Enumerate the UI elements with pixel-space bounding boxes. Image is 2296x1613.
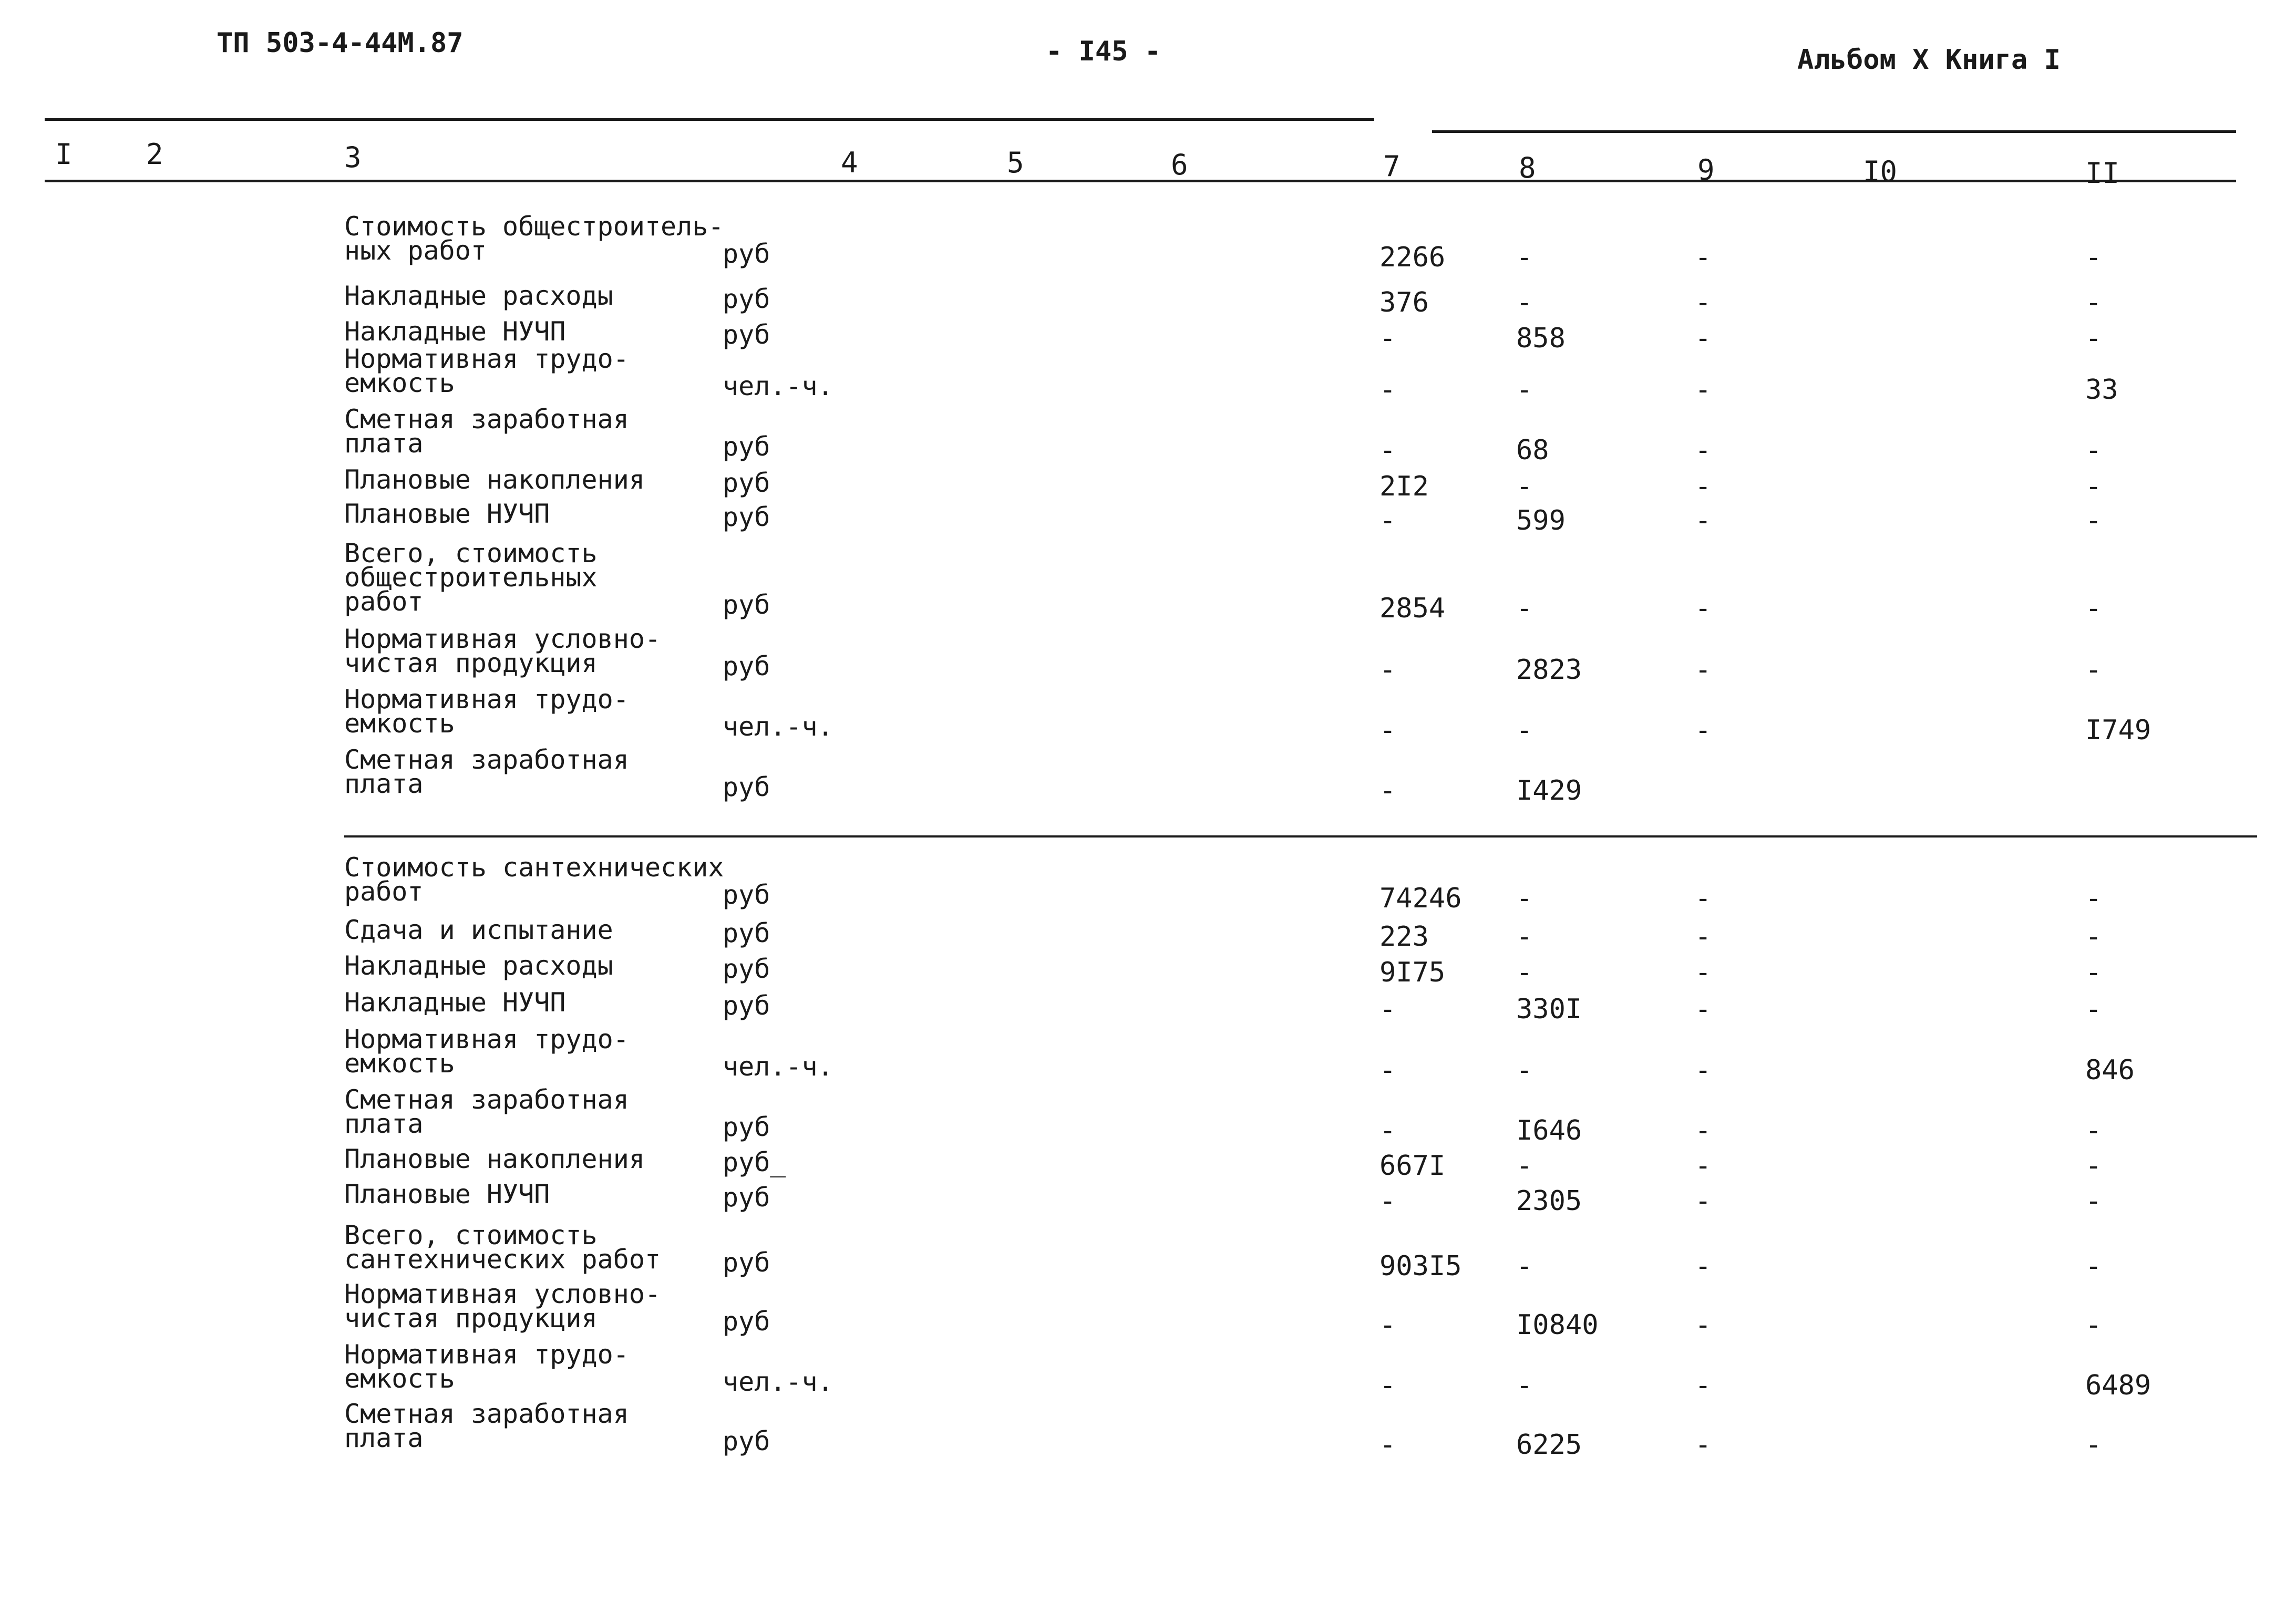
unit-cell: руб: [723, 284, 770, 314]
value-cell-c7: 74246: [1379, 883, 1462, 914]
value-cell-c7: -: [1379, 715, 1396, 746]
value-cell-c9: -: [1695, 994, 1712, 1025]
unit-cell: руб: [723, 1247, 770, 1278]
value-cell-c7: -: [1379, 775, 1396, 806]
unit-cell: руб: [723, 431, 770, 462]
column-number-10: I0: [1863, 155, 1898, 188]
value-cell-c9: -: [1695, 715, 1712, 746]
unit-cell: руб: [723, 590, 770, 620]
value-cell-c7: 903I5: [1379, 1250, 1462, 1282]
row-description: Сдача и испытание: [344, 915, 613, 945]
value-cell-c8: -: [1516, 921, 1533, 953]
unit-cell: чел.-ч.: [723, 371, 833, 401]
value-cell-c9: -: [1695, 1185, 1712, 1217]
value-cell-c9: -: [1695, 435, 1712, 466]
value-cell-c11: -: [2085, 1309, 2102, 1341]
unit-cell: руб: [723, 1426, 770, 1456]
value-cell-c8: 599: [1516, 505, 1566, 536]
value-cell-c7: -: [1379, 374, 1396, 406]
value-cell-c7: -: [1379, 1185, 1396, 1217]
row-description: Сметная заработная плата: [344, 745, 629, 799]
column-number-4: 4: [841, 146, 858, 179]
value-cell-c9: -: [1695, 883, 1712, 914]
value-cell-c9: -: [1695, 323, 1712, 354]
value-cell-c11: -: [2085, 505, 2102, 536]
column-number-6: 6: [1171, 148, 1188, 181]
row-description: Нормативная условно- чистая продукция: [344, 624, 661, 678]
table-top-rule: [45, 118, 1374, 121]
value-cell-c11: -: [2085, 323, 2102, 354]
column-number-1: I: [55, 138, 73, 171]
column-number-11: II: [2085, 157, 2120, 190]
value-cell-c7: -: [1379, 1309, 1396, 1341]
row-description: Накладные расходы: [344, 281, 613, 311]
unit-cell: руб: [723, 918, 770, 948]
unit-cell: руб: [723, 239, 770, 269]
unit-cell: руб: [723, 880, 770, 910]
value-cell-c7: 9I75: [1379, 957, 1446, 988]
value-cell-c11: -: [2085, 957, 2102, 988]
unit-cell: руб: [723, 651, 770, 681]
value-cell-c7: 223: [1379, 921, 1429, 953]
value-cell-c8: 6225: [1516, 1429, 1582, 1461]
value-cell-c11: 33: [2085, 374, 2118, 406]
value-cell-c9: -: [1695, 921, 1712, 953]
value-cell-c11: -: [2085, 1250, 2102, 1282]
unit-cell: чел.-ч.: [723, 1367, 833, 1397]
value-cell-c8: 330I: [1516, 994, 1582, 1025]
value-cell-c11: -: [2085, 994, 2102, 1025]
row-description: Плановые НУЧП: [344, 499, 550, 529]
value-cell-c9: -: [1695, 505, 1712, 536]
table-header-bottom-rule: [45, 180, 2236, 182]
value-cell-c11: -: [2085, 435, 2102, 466]
unit-cell: руб: [723, 772, 770, 802]
value-cell-c9: -: [1695, 654, 1712, 686]
value-cell-c7: 667I: [1379, 1150, 1446, 1182]
row-description: Сметная заработная плата: [344, 1399, 629, 1453]
value-cell-c8: I0840: [1516, 1309, 1599, 1341]
column-number-5: 5: [1007, 146, 1024, 179]
unit-cell: руб_: [723, 1147, 786, 1177]
unit-cell: руб: [723, 502, 770, 532]
unit-cell: руб: [723, 1112, 770, 1142]
row-description: Стоимость сантехнических работ: [344, 852, 724, 907]
value-cell-c8: -: [1516, 883, 1533, 914]
value-cell-c11: 6489: [2085, 1370, 2151, 1401]
value-cell-c9: -: [1695, 1150, 1712, 1182]
document-code: ТП 503-4-44М.87: [217, 27, 464, 59]
value-cell-c8: -: [1516, 1150, 1533, 1182]
value-cell-c9: -: [1695, 1429, 1712, 1461]
column-number-9: 9: [1697, 153, 1715, 187]
value-cell-c9: -: [1695, 1115, 1712, 1146]
unit-cell: чел.-ч.: [723, 1051, 833, 1082]
row-description: Сметная заработная плата: [344, 404, 629, 459]
row-description: Сметная заработная плата: [344, 1084, 629, 1139]
value-cell-c7: -: [1379, 994, 1396, 1025]
value-cell-c7: 2854: [1379, 593, 1446, 624]
row-description: Нормативная трудо- емкость: [344, 684, 629, 739]
value-cell-c9: -: [1695, 287, 1712, 318]
album-reference: Альбом X Книга I: [1797, 44, 2061, 76]
unit-cell: руб: [723, 1182, 770, 1213]
value-cell-c8: -: [1516, 242, 1533, 273]
value-cell-c9: -: [1695, 593, 1712, 624]
row-description: Стоимость общестроитель- ных работ: [344, 211, 724, 266]
unit-cell: чел.-ч.: [723, 711, 833, 742]
row-description: Плановые накопления: [344, 464, 645, 495]
value-cell-c7: 2I2: [1379, 471, 1429, 502]
value-cell-c11: 846: [2085, 1054, 2135, 1086]
value-cell-c7: -: [1379, 1054, 1396, 1086]
row-description: Плановые накопления: [344, 1144, 645, 1174]
value-cell-c7: -: [1379, 323, 1396, 354]
value-cell-c11: -: [2085, 1185, 2102, 1217]
unit-cell: руб: [723, 1306, 770, 1337]
value-cell-c7: -: [1379, 435, 1396, 466]
value-cell-c11: I749: [2085, 715, 2151, 746]
value-cell-c8: -: [1516, 715, 1533, 746]
value-cell-c7: -: [1379, 505, 1396, 536]
value-cell-c9: -: [1695, 242, 1712, 273]
value-cell-c8: 858: [1516, 323, 1566, 354]
row-description: Плановые НУЧП: [344, 1179, 550, 1209]
column-number-7: 7: [1383, 150, 1401, 183]
value-cell-c11: -: [2085, 654, 2102, 686]
value-cell-c7: 376: [1379, 287, 1429, 318]
value-cell-c8: -: [1516, 471, 1533, 502]
value-cell-c8: -: [1516, 1250, 1533, 1282]
row-description: Накладные НУЧП: [344, 987, 566, 1018]
value-cell-c9: -: [1695, 1370, 1712, 1401]
value-cell-c9: -: [1695, 374, 1712, 406]
unit-cell: руб: [723, 954, 770, 984]
value-cell-c7: -: [1379, 1115, 1396, 1146]
value-cell-c7: -: [1379, 1370, 1396, 1401]
value-cell-c11: -: [2085, 921, 2102, 953]
value-cell-c11: -: [2085, 1429, 2102, 1461]
value-cell-c8: 2305: [1516, 1185, 1582, 1217]
row-description: Накладные расходы: [344, 950, 613, 981]
value-cell-c8: -: [1516, 957, 1533, 988]
row-description: Всего, стоимость общестроительных работ: [344, 538, 598, 617]
value-cell-c7: -: [1379, 1429, 1396, 1461]
value-cell-c11: -: [2085, 287, 2102, 318]
row-description: Нормативная трудо- емкость: [344, 1024, 629, 1079]
value-cell-c8: -: [1516, 287, 1533, 318]
table-top-rule-right: [1432, 130, 2236, 133]
row-description: Нормативная трудо- емкость: [344, 1339, 629, 1394]
value-cell-c8: -: [1516, 1054, 1533, 1086]
value-cell-c8: 68: [1516, 435, 1549, 466]
value-cell-c9: -: [1695, 1054, 1712, 1086]
row-description: Накладные НУЧП: [344, 316, 566, 347]
unit-cell: руб: [723, 468, 770, 498]
value-cell-c9: -: [1695, 1309, 1712, 1341]
column-number-2: 2: [146, 138, 163, 171]
value-cell-c8: -: [1516, 593, 1533, 624]
value-cell-c8: -: [1516, 374, 1533, 406]
value-cell-c11: -: [2085, 593, 2102, 624]
row-description: Всего, стоимость сантехнических работ: [344, 1220, 661, 1275]
value-cell-c11: -: [2085, 883, 2102, 914]
value-cell-c8: I646: [1516, 1115, 1582, 1146]
column-number-3: 3: [344, 141, 362, 174]
column-number-8: 8: [1519, 151, 1536, 184]
row-description: Нормативная трудо- емкость: [344, 344, 629, 398]
value-cell-c9: -: [1695, 957, 1712, 988]
value-cell-c7: 2266: [1379, 242, 1446, 273]
value-cell-c11: -: [2085, 1150, 2102, 1182]
section-divider: [344, 835, 2257, 837]
value-cell-c8: I429: [1516, 775, 1582, 806]
unit-cell: руб: [723, 319, 770, 350]
page-number: - I45 -: [1046, 36, 1161, 67]
value-cell-c9: -: [1695, 471, 1712, 502]
value-cell-c8: 2823: [1516, 654, 1582, 686]
value-cell-c7: -: [1379, 654, 1396, 686]
value-cell-c11: -: [2085, 471, 2102, 502]
value-cell-c8: -: [1516, 1370, 1533, 1401]
row-description: Нормативная условно- чистая продукция: [344, 1279, 661, 1333]
unit-cell: руб: [723, 990, 770, 1021]
value-cell-c9: -: [1695, 1250, 1712, 1282]
value-cell-c11: -: [2085, 242, 2102, 273]
value-cell-c11: -: [2085, 1115, 2102, 1146]
